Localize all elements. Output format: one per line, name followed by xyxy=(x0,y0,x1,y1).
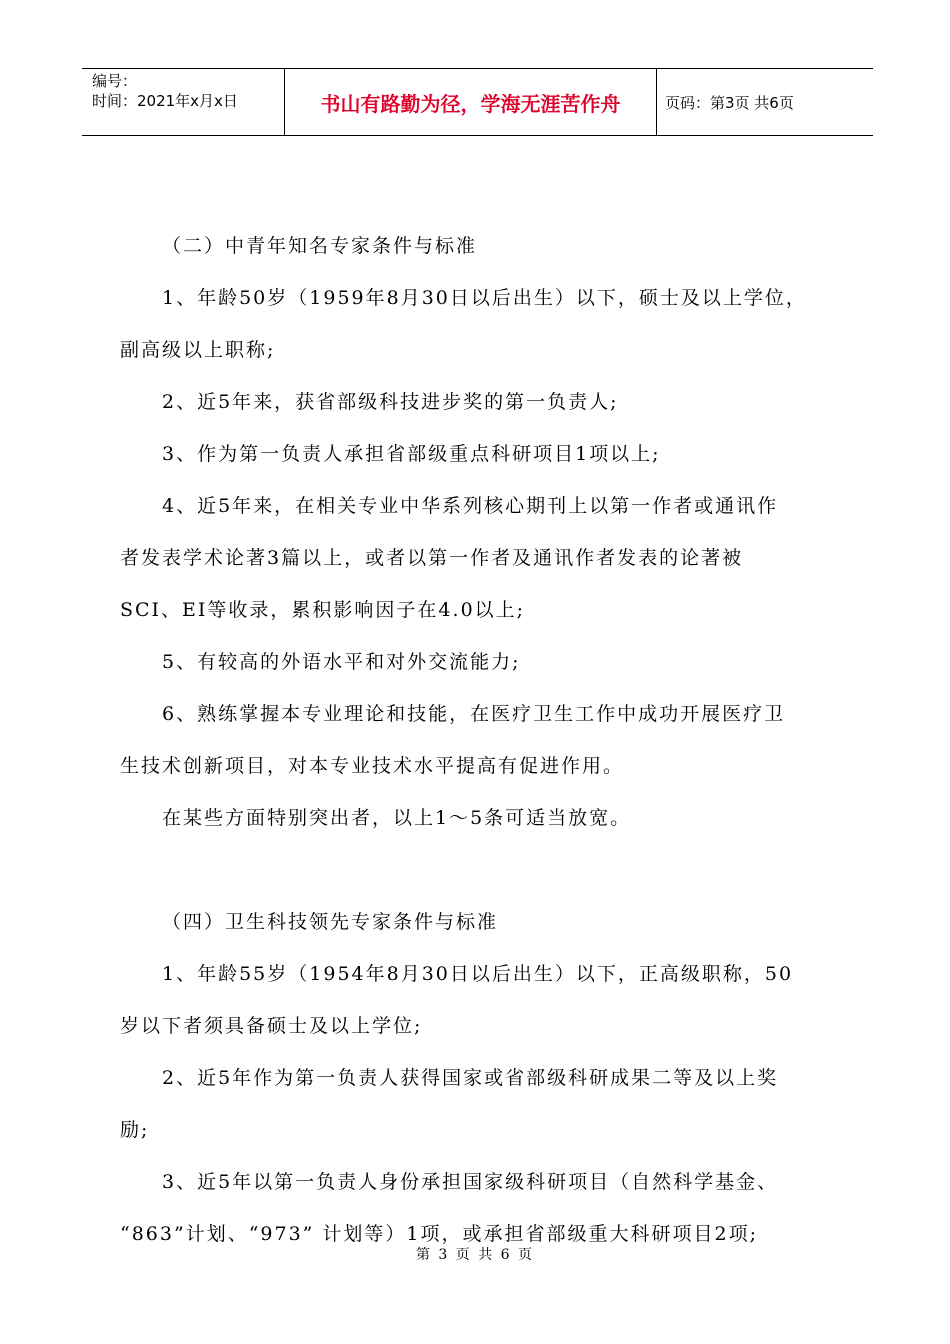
paragraph-line: 1、年龄55岁（1954年8月30日以后出生）以下，正高级职称，50 xyxy=(162,963,794,985)
paragraph-line: 2、近5年作为第一负责人获得国家或省部级科研成果二等及以上奖 xyxy=(162,1067,779,1089)
paragraph-line: SCI、EI等收录，累积影响因子在4.0以上; xyxy=(120,599,526,621)
paragraph-line: 者发表学术论著3篇以上，或者以第一作者及通讯作者发表的论著被 xyxy=(120,547,744,569)
page-footer: 第 3 页 共 6 页 xyxy=(415,1247,535,1263)
paragraph-line: 副高级以上职称; xyxy=(120,339,276,361)
paragraph-line: 生技术创新项目，对本专业技术水平提高有促进作用。 xyxy=(120,755,625,777)
section2-title: （二）中青年知名专家条件与标准 xyxy=(162,235,478,257)
document-body xyxy=(120,220,838,1260)
header-time: 时间：2021年x月x日 xyxy=(92,92,238,110)
paragraph-line: 岁以下者须具备硕士及以上学位; xyxy=(120,1015,423,1037)
paragraph-line: 在某些方面特别突出者，以上1～5条可适当放宽。 xyxy=(162,807,632,829)
paragraph-line: 1、年龄50岁（1959年8月30日以后出生）以下，硕士及以上学位， xyxy=(162,287,807,309)
paragraph-line: 5、有较高的外语水平和对外交流能力; xyxy=(162,651,521,673)
paragraph-line: 6、熟练掌握本专业理论和技能，在医疗卫生工作中成功开展医疗卫 xyxy=(162,703,786,725)
section-gap xyxy=(120,844,838,896)
paragraph-line: 3、作为第一负责人承担省部级重点科研项目1项以上; xyxy=(162,443,661,465)
paragraph-line: 2、近5年来，获省部级科技进步奖的第一负责人; xyxy=(162,391,619,413)
paragraph-line: 4、近5年来，在相关专业中华系列核心期刊上以第一作者或通讯作 xyxy=(162,495,779,517)
document-header xyxy=(82,68,873,136)
header-motto: 书山有路勤为径，学海无涯苦作舟 xyxy=(284,69,657,135)
header-meta xyxy=(82,69,284,135)
header-page-info: 页码：第3页 共6页 xyxy=(665,93,794,112)
header-number: 编号： xyxy=(92,72,138,90)
paragraph-line: “863”计划、“973” 计划等）1项，或承担省部级重大科研项目2项; xyxy=(120,1223,759,1245)
section4-title: （四）卫生科技领先专家条件与标准 xyxy=(162,911,499,933)
paragraph-line: 3、近5年以第一负责人身份承担国家级科研项目（自然科学基金、 xyxy=(162,1171,779,1193)
paragraph-line: 励; xyxy=(120,1119,150,1141)
